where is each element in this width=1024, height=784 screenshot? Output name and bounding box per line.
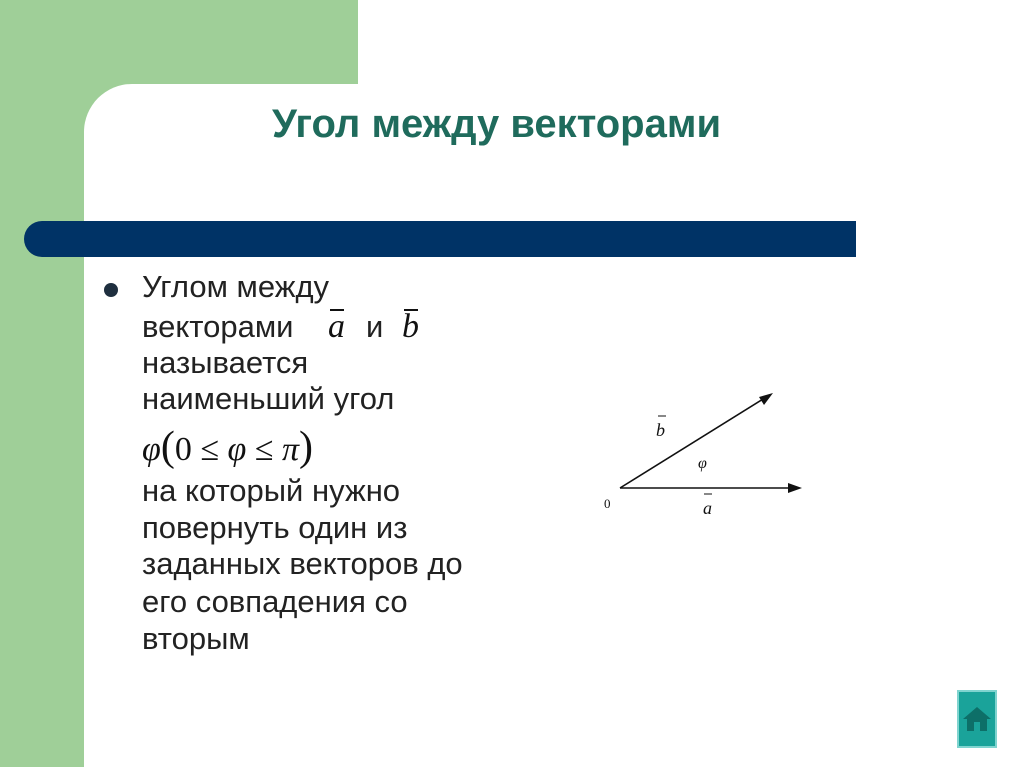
- formula-pi: π: [281, 431, 300, 468]
- text-line-4: наименьший угол: [142, 381, 395, 416]
- home-icon: [962, 704, 992, 734]
- text-line-2: векторами: [142, 309, 294, 344]
- formula-close-paren: ): [299, 424, 314, 470]
- text-line-6: повернуть один из: [142, 510, 408, 545]
- slide-title: Угол между векторами: [272, 102, 722, 146]
- diagram-label-b: b: [656, 420, 665, 440]
- diagram-label-phi: φ: [698, 455, 707, 472]
- text-line-1: Углом между: [142, 269, 330, 304]
- vector-a-arrowhead: [788, 483, 802, 493]
- formula-le-2: ≤: [254, 431, 274, 468]
- text-line-7: заданных векторов до: [142, 546, 463, 581]
- title-divider-bar: [24, 221, 856, 257]
- vector-a-symbol: a: [328, 308, 345, 345]
- bullet-dot: [104, 283, 118, 297]
- diagram-label-a: a: [703, 498, 712, 518]
- diagram-origin-label: 0: [604, 496, 611, 511]
- vector-b-arrow-line: [620, 396, 768, 488]
- vector-angle-diagram: [590, 380, 820, 530]
- home-button[interactable]: [957, 690, 997, 748]
- formula-zero: 0: [174, 431, 192, 468]
- text-line-8: его совпадения со: [142, 584, 408, 619]
- formula-phi-2: φ: [227, 431, 247, 468]
- text-line-5: на который нужно: [142, 473, 401, 508]
- angle-formula: [142, 423, 313, 471]
- formula-phi: φ: [142, 431, 161, 468]
- vector-b-symbol: b: [402, 308, 419, 345]
- vector-b-arrowhead: [759, 393, 773, 405]
- text-line-9: вторым: [142, 621, 250, 656]
- formula-open-paren: (: [160, 424, 175, 470]
- text-line-3: называется: [142, 345, 309, 380]
- formula-le-1: ≤: [200, 431, 219, 468]
- text-and: и: [366, 309, 384, 344]
